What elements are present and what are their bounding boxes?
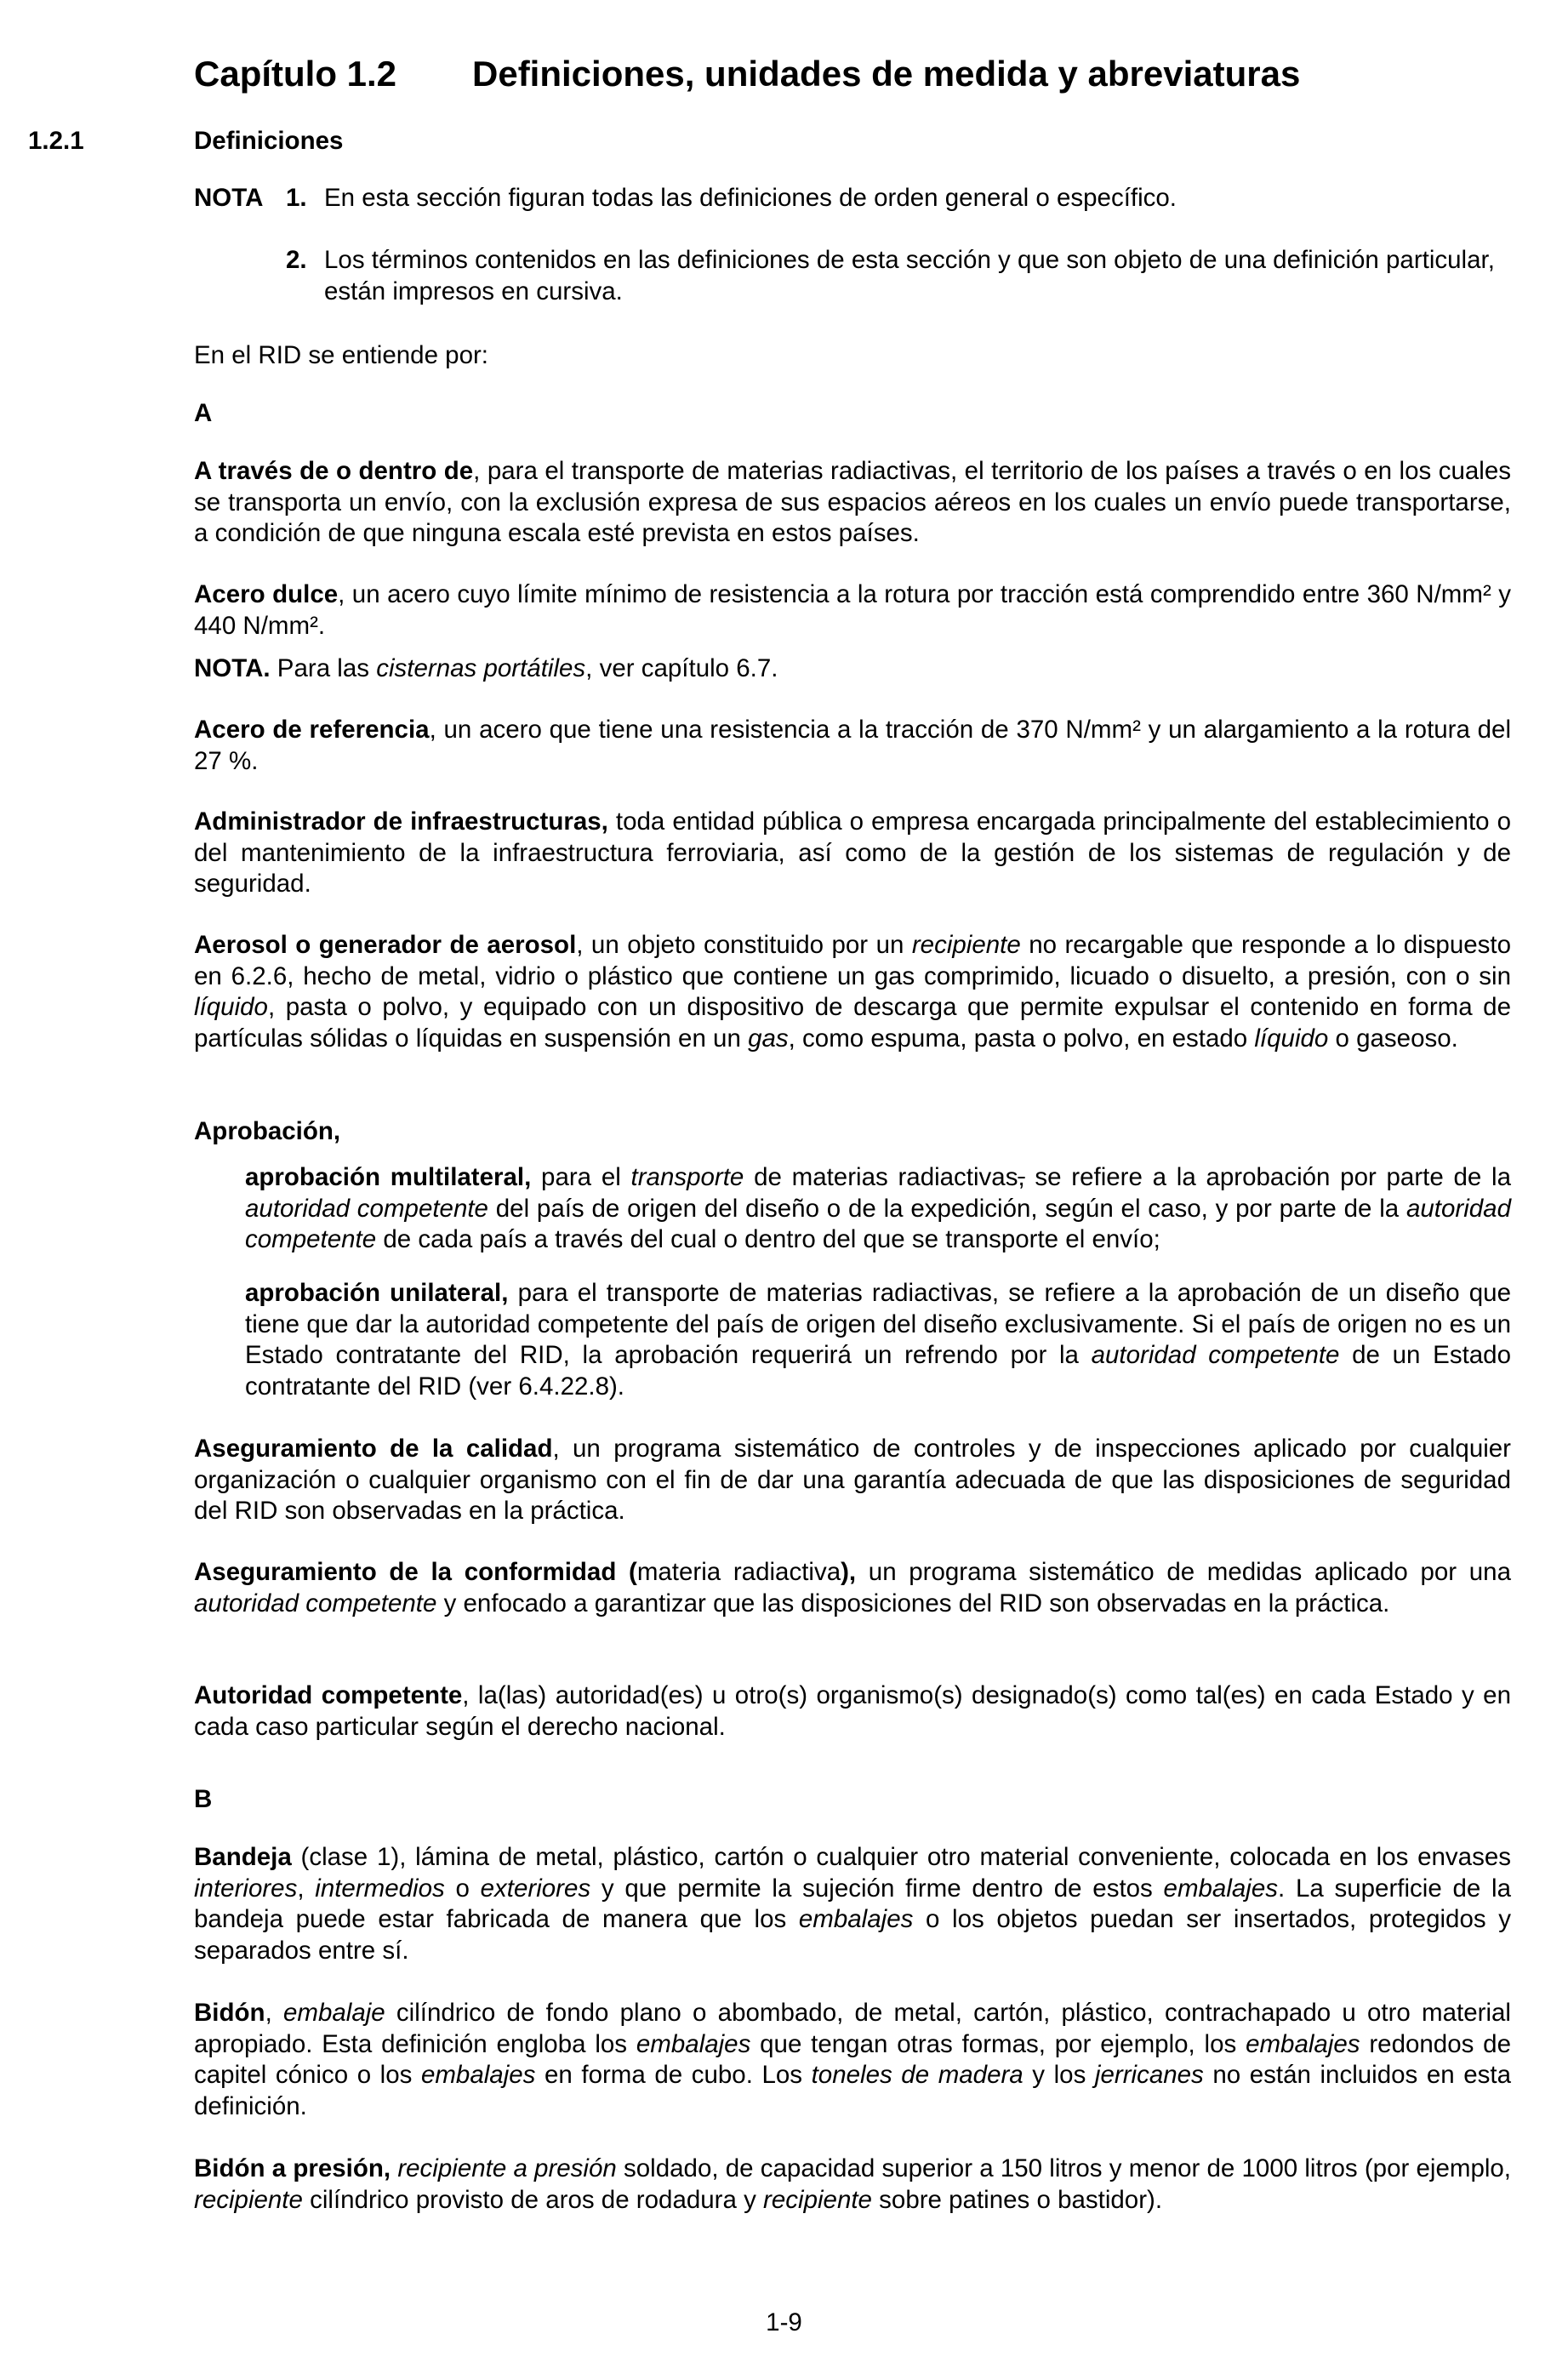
definition-text: , para el transporte de materias radiactivas, el territorio de los países a través o en los cuales se transporta un envío, con la exclusión expresa de sus espacios aéreos en los cuales un envío puede transportarse, a condición de que ninguna escala esté prevista en estos países. bbox=[194, 457, 1511, 547]
definition-text: , un acero que tiene una resistencia a la tracción de 370 N/mm² y un alargamiento a la rotura del 27 %. bbox=[194, 716, 1512, 775]
definition-term: Acero de referencia bbox=[194, 716, 430, 744]
definition-bidon-presion bbox=[194, 2154, 1511, 2216]
definition-text: no recargable que responde a lo dispuesto en 6.2.6, hecho de metal, vidrio o plástico que contiene un gas comprimido, licuado o disuelto, a presión, con o sin bbox=[194, 931, 1511, 990]
section-title: Definiciones bbox=[194, 127, 344, 155]
italic-term: embalajes bbox=[1246, 2029, 1360, 2058]
italic-term: recipiente bbox=[194, 2185, 303, 2214]
definition-text: o gaseoso. bbox=[1328, 1024, 1458, 1053]
definition-term: Bidón bbox=[194, 1999, 265, 2027]
italic-term: embalaje bbox=[282, 1999, 385, 2027]
definition-text: soldado, de capacidad superior a 150 litros y menor de 1000 litros (por ejemplo, bbox=[616, 2154, 1512, 2182]
definition-text: en forma de cubo. Los bbox=[535, 2061, 812, 2089]
definition-aseguramiento-calidad bbox=[194, 1434, 1511, 1527]
nota-item-number: 2. bbox=[286, 246, 307, 274]
definition-aprobacion-unilateral bbox=[245, 1278, 1511, 1402]
note-text: Para las bbox=[270, 654, 377, 682]
definition-autoridad-competente bbox=[194, 1680, 1511, 1743]
italic-term: recipiente bbox=[911, 931, 1021, 959]
definition-text: , un acero cuyo límite mínimo de resistencia a la rotura por tracción está comprendido entre 360 N/mm² y 440 N/mm². bbox=[194, 580, 1511, 640]
intro-text: En el RID se entiende por: bbox=[194, 341, 489, 369]
chapter-number: Capítulo 1.2 bbox=[194, 54, 397, 94]
definition-text: de materias radiactivas bbox=[744, 1163, 1018, 1191]
italic-term: embalajes bbox=[1163, 1874, 1279, 1903]
italic-term: jerricanes bbox=[1094, 2061, 1204, 2089]
italic-term: autoridad competente bbox=[245, 1194, 488, 1223]
definition-text: del país de origen del diseño o de la expedición, según el caso, y por parte de la bbox=[488, 1194, 1406, 1223]
page-number: 1-9 bbox=[766, 2308, 802, 2336]
definition-aseguramiento-conformidad bbox=[194, 1557, 1511, 1619]
letter-heading-a: A bbox=[194, 399, 213, 427]
note-label: NOTA. bbox=[194, 654, 271, 682]
definition-text: , un objeto constituido por un bbox=[576, 931, 912, 959]
section-number: 1.2.1 bbox=[28, 127, 84, 155]
definition-text: , un programa sistemático de controles y de inspecciones aplicado por cualquier organización o cualquier organismo con el fin de dar una garantía adecuada de que las disposiciones de seguridad del RID son observadas en la práctica. bbox=[194, 1435, 1512, 1525]
definition-term: Aerosol o generador de aerosol bbox=[194, 931, 577, 959]
italic-term: líquido bbox=[1254, 1024, 1329, 1053]
definition-text: toda entidad pública o empresa encargada principalmente del establecimiento o del mantenimiento de la infraestructura ferroviaria, así como de la gestión de los sistemas de regulación y de seguridad. bbox=[194, 807, 1511, 898]
nota-label: NOTA bbox=[194, 184, 264, 212]
struck-text: , bbox=[1018, 1163, 1025, 1191]
definition-aprobacion-multilateral bbox=[245, 1162, 1511, 1256]
definition-text: , pasta o polvo, y equipado con un dispositivo de descarga que permite expulsar el contenido en forma de partículas sólidas o líquidas en suspensión en un bbox=[194, 993, 1511, 1053]
definition-text: no están incluidos en esta definición. bbox=[194, 2061, 1511, 2120]
definition-term: Bidón a presión, bbox=[194, 2154, 391, 2182]
definition-acero-dulce bbox=[194, 579, 1511, 642]
italic-term: recipiente bbox=[763, 2185, 872, 2214]
nota-item-2 bbox=[286, 245, 1511, 307]
definition-text: , como espuma, pasta o polvo, en estado bbox=[788, 1024, 1255, 1053]
italic-term: recipiente a presión bbox=[397, 2154, 617, 2182]
definition-term: aprobación multilateral, bbox=[245, 1163, 532, 1191]
note-text: , ver capítulo 6.7. bbox=[585, 654, 778, 682]
definition-text: de cada país a través del cual o dentro del que se transporte el envío; bbox=[376, 1225, 1160, 1253]
definition-aprobacion bbox=[194, 1116, 1511, 1148]
italic-term: intermedios bbox=[315, 1874, 445, 1903]
italic-term: líquido bbox=[194, 993, 268, 1021]
definition-text: y enfocado a garantizar que las disposiciones del RID son observadas en la práctica. bbox=[436, 1589, 1390, 1617]
definition-term: Administrador de infraestructuras, bbox=[194, 807, 608, 836]
definition-acero-referencia bbox=[194, 715, 1511, 777]
italic-term: interiores bbox=[194, 1874, 298, 1903]
definition-term: Bandeja bbox=[194, 1843, 292, 1871]
definition-term: ), bbox=[841, 1558, 857, 1586]
definition-term: Aprobación, bbox=[194, 1117, 341, 1145]
definition-text: un programa sistemático de medidas aplicado por una bbox=[856, 1558, 1511, 1586]
definition-text: , bbox=[297, 1874, 316, 1903]
italic-term: embalajes bbox=[636, 2029, 751, 2058]
definition-term: Acero dulce bbox=[194, 580, 339, 608]
definition-text: cilíndrico provisto de aros de rodadura y bbox=[302, 2185, 764, 2214]
chapter-heading bbox=[194, 53, 1301, 95]
definition-note bbox=[194, 653, 1511, 685]
italic-term: autoridad competente bbox=[245, 1194, 1511, 1253]
definition-aerosol bbox=[194, 930, 1511, 1054]
definition-text: . La superficie de la bandeja puede estar fabricada de manera que los bbox=[194, 1874, 1511, 1933]
definition-text: y que permite la sujeción firme dentro de estos bbox=[590, 1874, 1164, 1903]
definition-text: , bbox=[265, 1999, 283, 2027]
nota-item-text: Los términos contenidos en las definiciones de esta sección y que son objeto de una definición particular, están impresos en cursiva. bbox=[324, 246, 1495, 305]
definition-text: o bbox=[444, 1874, 481, 1903]
definition-administrador bbox=[194, 807, 1511, 900]
definition-term: Aseguramiento de la conformidad ( bbox=[194, 1558, 637, 1586]
definition-text: redondos de capitel cónico o los bbox=[194, 2029, 1511, 2089]
definition-text: y los bbox=[1023, 2061, 1095, 2089]
italic-term: autoridad competente bbox=[1091, 1341, 1340, 1369]
italic-term: toneles de madera bbox=[811, 2061, 1023, 2089]
definition-term: A través de o dentro de bbox=[194, 457, 474, 485]
italic-term: embalajes bbox=[420, 2061, 536, 2089]
definition-bidon bbox=[194, 1998, 1511, 2122]
definition-bandeja bbox=[194, 1842, 1511, 1966]
definition-text: , la(las) autoridad(es) u otro(s) organismo(s) designado(s) como tal(es) en cada Estado y en cada caso particular según el derecho nacional. bbox=[194, 1681, 1511, 1741]
definition-text: que tengan otras formas, por ejemplo, los bbox=[750, 2029, 1246, 2058]
definition-a-traves bbox=[194, 456, 1511, 550]
italic-term: transporte bbox=[630, 1163, 744, 1191]
definition-text: para el bbox=[531, 1163, 631, 1191]
definition-text: sobre patines o bastidor). bbox=[871, 2185, 1163, 2214]
definition-text: se refiere a la aprobación por parte de la bbox=[1024, 1163, 1511, 1191]
definition-text: materia radiactiva bbox=[636, 1558, 841, 1586]
nota-item-1 bbox=[286, 183, 1511, 214]
definition-text: para el transporte de materias radiactivas, se refiere a la aprobación de un diseño que tiene que dar la autoridad competente del país de origen del diseño exclusivamente. Si el país de origen no es un Estado contratante del RID, la aprobación requerirá un refrendo por la bbox=[245, 1279, 1511, 1369]
definition-term: Aseguramiento de la calidad bbox=[194, 1435, 553, 1463]
definition-text: de un Estado contratante del RID (ver 6.4.22.8). bbox=[245, 1341, 1511, 1401]
nota-item-text: En esta sección figuran todas las definiciones de orden general o específico. bbox=[324, 184, 1177, 212]
italic-term: embalajes bbox=[798, 1905, 914, 1933]
note-italic: cisternas portátiles bbox=[376, 654, 586, 682]
definition-term: Autoridad competente bbox=[194, 1681, 463, 1709]
definition-term: aprobación unilateral, bbox=[245, 1279, 509, 1307]
letter-heading-b: B bbox=[194, 1785, 213, 1813]
definition-text: (clase 1), lámina de metal, plástico, cartón o cualquier otro material conveniente, colocada en los envases bbox=[291, 1843, 1511, 1871]
definition-text: cilíndrico de fondo plano o abombado, de metal, cartón, plástico, contrachapado u otro material apropiado. Esta definición engloba los bbox=[194, 1999, 1511, 2058]
chapter-title: Definiciones, unidades de medida y abreviaturas bbox=[472, 54, 1301, 94]
italic-term: autoridad competente bbox=[194, 1589, 437, 1617]
definition-text: o los objetos puedan ser insertados, protegidos y separados entre sí. bbox=[194, 1905, 1511, 1965]
italic-term: gas bbox=[748, 1024, 789, 1053]
nota-item-number: 1. bbox=[286, 184, 307, 212]
italic-term: exteriores bbox=[480, 1874, 591, 1903]
